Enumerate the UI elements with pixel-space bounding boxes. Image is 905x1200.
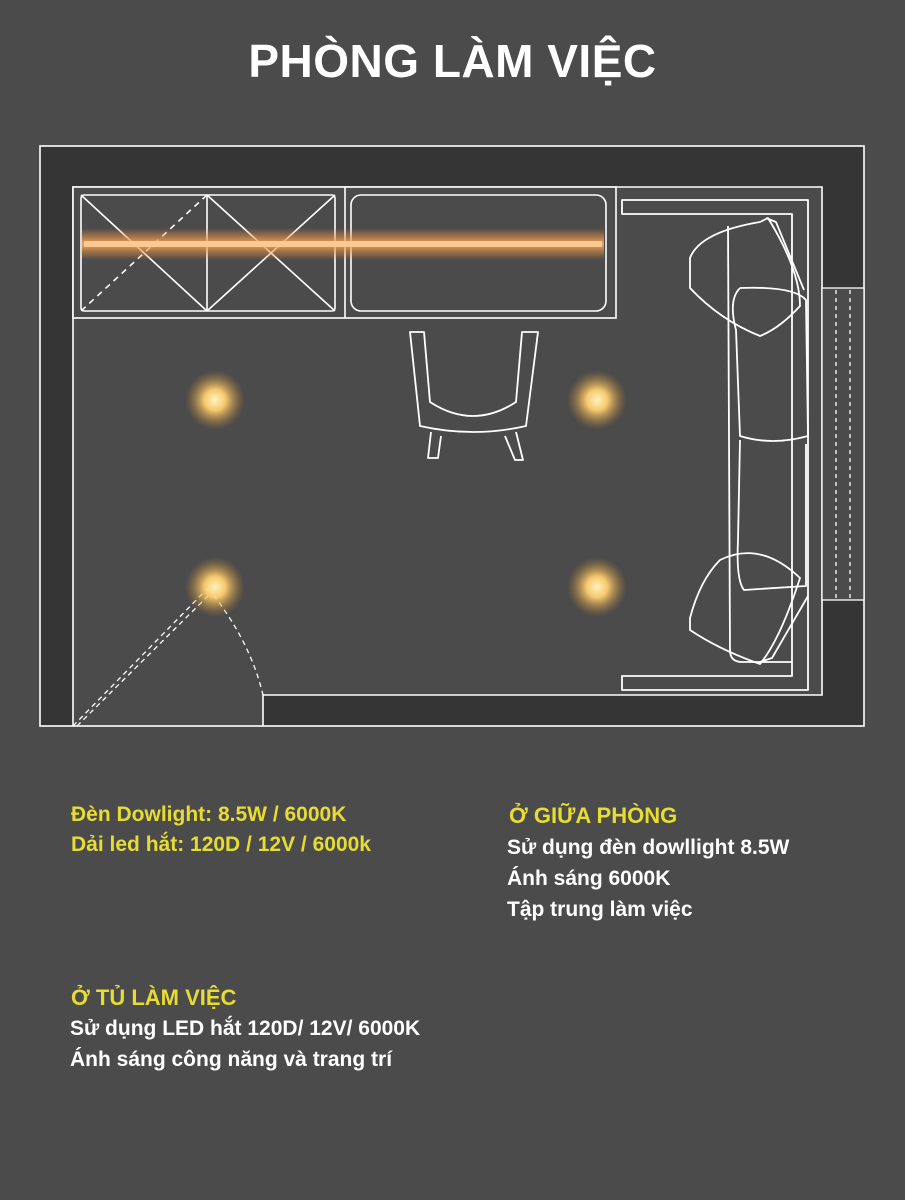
chair <box>410 332 538 460</box>
downlight-4 <box>567 557 627 617</box>
spec-led-strip: Dải led hắt: 120D / 12V / 6000k <box>71 833 371 856</box>
center-line-3: Tập trung làm việc <box>507 898 693 921</box>
spec-downlight: Đèn Dowlight: 8.5W / 6000K <box>71 803 347 826</box>
downlight-1 <box>185 370 245 430</box>
cabinet-line-1: Sử dụng LED hắt 120D/ 12V/ 6000K <box>70 1017 421 1040</box>
center-line-2: Ánh sáng 6000K <box>507 867 671 890</box>
center-description <box>507 832 789 925</box>
window <box>822 288 864 600</box>
sofa <box>622 200 808 690</box>
center-line-1: Sử dụng đèn dowllight 8.5W <box>507 836 790 859</box>
cabinet-heading: Ở TỦ LÀM VIỆC <box>71 985 237 1010</box>
cabinet-line-2: Ánh sáng công năng và trang trí <box>70 1048 393 1071</box>
downlight-3 <box>185 557 245 617</box>
spec-list <box>71 800 371 860</box>
page-title: PHÒNG LÀM VIỆC <box>248 35 657 87</box>
cabinet-description <box>70 1013 420 1075</box>
center-heading: Ở GIỮA PHÒNG <box>509 803 678 828</box>
downlight-2 <box>567 370 627 430</box>
downlights <box>185 370 627 617</box>
led-strip-core <box>84 241 602 247</box>
